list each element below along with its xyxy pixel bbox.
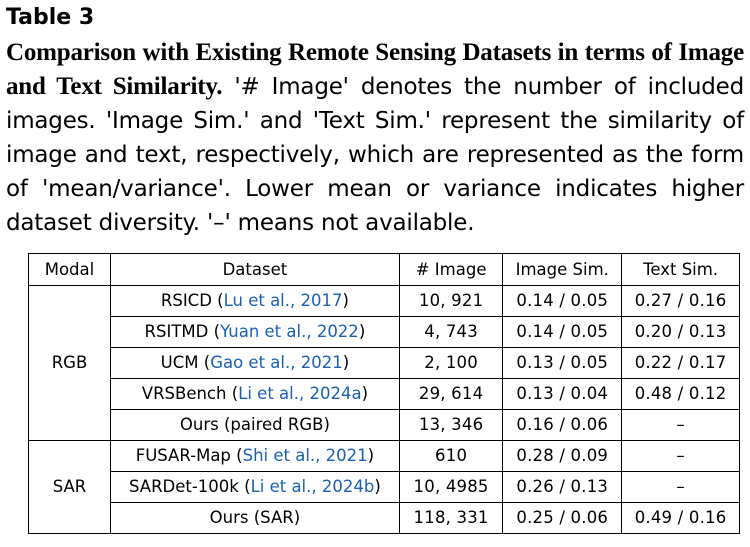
citation-link[interactable]: Li et al., 2024b xyxy=(250,477,375,496)
modal-cell: SAR xyxy=(29,441,111,534)
table-row xyxy=(29,286,740,317)
text-sim-cell: – xyxy=(622,441,740,472)
dataset-name: SARDet-100k xyxy=(129,477,239,496)
text-sim-cell: – xyxy=(622,410,740,441)
caption-body: '# Image' denotes the number of included images. 'Image Sim.' and 'Text Sim.' represent the similarity of image and text, respectively, which are represented as the form of 'mean/variance'. Lower mean or variance indicates higher dataset diversity. '–' means not available. xyxy=(6,74,744,236)
image-count-cell: 4, 743 xyxy=(399,317,502,348)
citation-link[interactable]: Li et al., 2024a xyxy=(238,384,362,403)
dataset-name: RSICD xyxy=(160,291,212,310)
dataset-name: UCM xyxy=(160,353,199,372)
header-image-sim: Image Sim. xyxy=(503,254,622,286)
table-row xyxy=(29,317,740,348)
image-count-cell: 610 xyxy=(399,441,502,472)
text-sim-cell: – xyxy=(622,472,740,503)
image-count-cell: 29, 614 xyxy=(399,379,502,410)
comparison-table xyxy=(28,253,740,534)
modal-cell: RGB xyxy=(29,286,111,441)
image-sim-cell: 0.28 / 0.09 xyxy=(503,441,622,472)
dataset-name: RSITMD xyxy=(144,322,209,341)
image-count-cell: 2, 100 xyxy=(399,348,502,379)
text-sim-cell: 0.48 / 0.12 xyxy=(622,379,740,410)
citation-link[interactable]: Gao et al., 2021 xyxy=(210,353,343,372)
citation-link[interactable]: Lu et al., 2017 xyxy=(223,291,343,310)
image-count-cell: 118, 331 xyxy=(399,503,502,534)
table-row xyxy=(29,441,740,472)
image-sim-cell: 0.26 / 0.13 xyxy=(503,472,622,503)
table-row xyxy=(29,379,740,410)
caption-title: Comparison with Existing Remote Sensing Datasets in terms of Image and Text Similarity. xyxy=(6,39,744,100)
table-header-row xyxy=(29,254,740,286)
header-modal: Modal xyxy=(29,254,111,286)
dataset-name: Ours (SAR) xyxy=(209,508,301,527)
table-caption xyxy=(6,36,744,240)
image-count-cell: 10, 4985 xyxy=(399,472,502,503)
image-sim-cell: 0.14 / 0.05 xyxy=(503,317,622,348)
image-sim-cell: 0.16 / 0.06 xyxy=(503,410,622,441)
citation-link[interactable]: Shi et al., 2021 xyxy=(242,446,368,465)
image-sim-cell: 0.25 / 0.06 xyxy=(503,503,622,534)
dataset-name: FUSAR-Map xyxy=(135,446,231,465)
table-row xyxy=(29,348,740,379)
dataset-cell: FUSAR-Map (Shi et al., 2021) xyxy=(110,441,399,472)
image-sim-cell: 0.13 / 0.04 xyxy=(503,379,622,410)
text-sim-cell: 0.27 / 0.16 xyxy=(622,286,740,317)
header-image-count: # Image xyxy=(399,254,502,286)
table-row xyxy=(29,472,740,503)
dataset-name: VRSBench xyxy=(141,384,227,403)
text-sim-cell: 0.20 / 0.13 xyxy=(622,317,740,348)
dataset-name: Ours (paired RGB) xyxy=(179,415,330,434)
table-row xyxy=(29,503,740,534)
dataset-cell: UCM (Gao et al., 2021) xyxy=(110,348,399,379)
dataset-cell: SARDet-100k (Li et al., 2024b) xyxy=(110,472,399,503)
dataset-cell xyxy=(110,503,399,534)
citation-link[interactable]: Yuan et al., 2022 xyxy=(220,322,359,341)
image-sim-cell: 0.13 / 0.05 xyxy=(503,348,622,379)
table-row xyxy=(29,410,740,441)
text-sim-cell: 0.22 / 0.17 xyxy=(622,348,740,379)
image-count-cell: 10, 921 xyxy=(399,286,502,317)
text-sim-cell: 0.49 / 0.16 xyxy=(622,503,740,534)
dataset-cell: RSICD (Lu et al., 2017) xyxy=(110,286,399,317)
image-sim-cell: 0.14 / 0.05 xyxy=(503,286,622,317)
header-dataset: Dataset xyxy=(110,254,399,286)
dataset-cell: VRSBench (Li et al., 2024a) xyxy=(110,379,399,410)
dataset-cell xyxy=(110,410,399,441)
table-body xyxy=(29,286,740,534)
dataset-cell: RSITMD (Yuan et al., 2022) xyxy=(110,317,399,348)
header-text-sim: Text Sim. xyxy=(622,254,740,286)
image-count-cell: 13, 346 xyxy=(399,410,502,441)
table-label: Table 3 xyxy=(6,5,95,30)
